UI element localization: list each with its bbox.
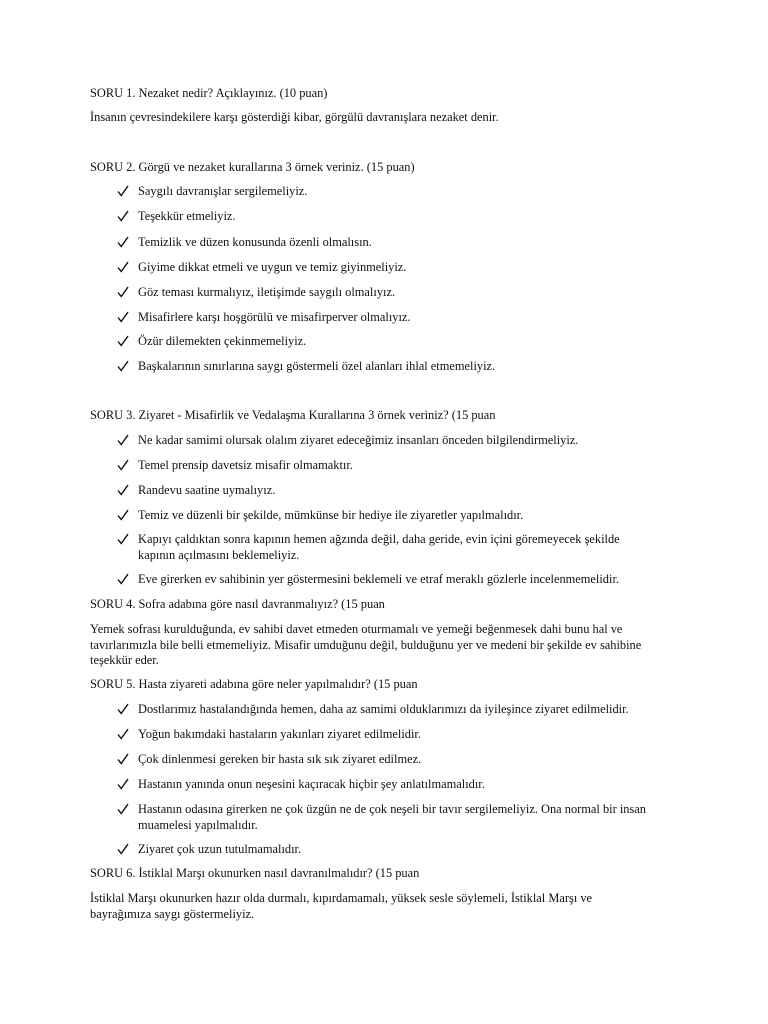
check-mark-icon [117,310,129,324]
list-item [117,483,677,499]
answer-1: İnsanın çevresindekilere karşı gösterdiği kibar, görgülü davranışlara nezaket denir. [90,110,499,124]
list-item [117,209,677,225]
list-item [117,334,677,350]
list-item-text: Çok dinlenmesi gereken bir hasta sık sık ziyaret edilmez. [138,752,422,766]
question-2: SORU 2. Görgü ve nezaket kurallarına 3 örnek veriniz. (15 puan) [90,160,415,174]
check-mark-icon [117,572,129,586]
list-item [117,532,657,563]
list-item [117,359,677,375]
list-item-text: Misafirlere karşı hoşgörülü ve misafirperver olmalıyız. [138,310,411,324]
list-item [117,260,677,276]
list-item-text: Eve girerken ev sahibinin yer göstermesini beklemeli ve etraf meraklı gözlerle incelenmemelidir. [138,572,619,586]
check-mark-icon [117,777,129,791]
list-item [117,458,677,474]
list-item-text: Ziyaret çok uzun tutulmamalıdır. [138,842,302,856]
check-mark-icon [117,727,129,741]
check-mark-icon [117,334,129,348]
list-item [117,702,677,718]
list-item [117,184,677,200]
check-mark-icon [117,483,129,497]
list-item-text: Yoğun bakımdaki hastaların yakınları ziyaret edilmelidir. [138,727,421,741]
list-item [117,310,677,326]
list-item [117,235,677,251]
list-item-text: Temiz ve düzenli bir şekilde, mümkünse bir hediye ile ziyaretler yapılmalıdır. [138,508,524,522]
check-mark-icon [117,532,129,546]
check-mark-icon [117,842,129,856]
check-mark-icon [117,433,129,447]
answer-4: Yemek sofrası kurulduğunda, ev sahibi davet etmeden oturmamalı ve yemeği beğenmesek dahi bunu hal ve tavırlarımızla bile belli etmemeliyiz. Misafir umduğunu değil, bulduğunu yer ve medeni bir şekilde ev sahibine teşekkür eder. [90,622,642,667]
list-item [117,433,677,449]
question-4: SORU 4. Sofra adabına göre nasıl davranmalıyız? (15 puan [90,597,385,611]
check-mark-icon [117,802,129,816]
list-item [117,572,677,588]
list-item-text: Dostlarımız hastalandığında hemen, daha az samimi olduklarımızı da iyileşince ziyaret edilmelidir. [138,702,629,716]
check-mark-icon [117,184,129,198]
answer-6: İstiklal Marşı okunurken hazır olda durmalı, kıpırdamamalı, yüksek sesle söylemeli, İstiklal Marşı ve bayrağımıza saygı göstermeliyiz. [90,891,593,921]
check-mark-icon [117,458,129,472]
list-item-text: Randevu saatine uymalıyız. [138,483,276,497]
list-item-text: Özür dilemekten çekinmemeliyiz. [138,334,307,348]
question-5: SORU 5. Hasta ziyareti adabına göre neler yapılmalıdır? (15 puan [90,677,418,691]
check-mark-icon [117,359,129,373]
check-mark-icon [117,260,129,274]
list-item [117,727,677,743]
question-6: SORU 6. İstiklal Marşı okunurken nasıl davranılmalıdır? (15 puan [90,866,420,880]
question-3: SORU 3. Ziyaret - Misafirlik ve Vedalaşma Kurallarına 3 örnek veriniz? (15 puan [90,408,496,422]
check-mark-icon [117,235,129,249]
check-mark-icon [117,508,129,522]
list-item-text: Giyime dikkat etmeli ve uygun ve temiz giyinmeliyiz. [138,260,407,274]
check-mark-icon [117,752,129,766]
question-1: SORU 1. Nezaket nedir? Açıklayınız. (10 puan) [90,86,328,100]
check-mark-icon [117,702,129,716]
check-mark-icon [117,209,129,223]
list-item-text: Hastanın yanında onun neşesini kaçıracak hiçbir şey anlatılmamalıdır. [138,777,485,791]
list-item-text: Ne kadar samimi olursak olalım ziyaret edeceğimiz insanları önceden bilgilendirmeliyiz. [138,433,579,447]
list-item-text: Saygılı davranışlar sergilemeliyiz. [138,184,308,198]
list-item-text: Teşekkür etmeliyiz. [138,209,236,223]
list-item-text: Temel prensip davetsiz misafir olmamaktır. [138,458,353,472]
check-mark-icon [117,285,129,299]
list-item [117,285,677,301]
list-item-text: Göz teması kurmalıyız, iletişimde saygılı olmalıyız. [138,285,396,299]
list-item [117,777,677,793]
list-item [117,508,677,524]
list-item [117,802,677,833]
list-item-text: Başkalarının sınırlarına saygı göstermeli özel alanları ihlal etmemeliyiz. [138,359,496,373]
list-item-text: Kapıyı çaldıktan sonra kapının hemen ağzında değil, daha geride, evin içini göremeyecek şekilde kapının açılmasını beklemeliyiz. [138,532,620,562]
list-item-text: Temizlik ve düzen konusunda özenli olmalısın. [138,235,372,249]
list-item-text: Hastanın odasına girerken ne çok üzgün ne de çok neşeli bir tavır sergilemeliyiz. Ona normal bir insan muamelesi yapılmalıdır. [138,802,646,832]
list-item [117,842,677,858]
list-item [117,752,677,768]
